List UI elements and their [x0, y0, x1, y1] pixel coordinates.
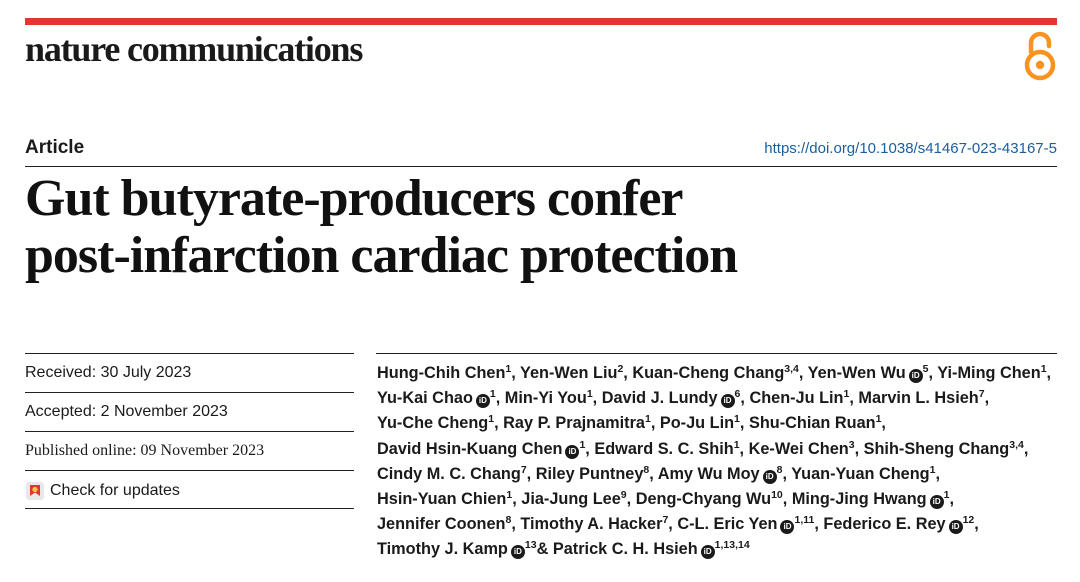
author-name[interactable]: David Hsin-Kuang Chen [377, 439, 563, 458]
affiliation-number: 1 [506, 489, 513, 502]
orcid-icon[interactable]: iD [763, 470, 777, 484]
affiliation-number: 7 [520, 463, 527, 476]
author[interactable] [377, 540, 548, 558]
title-line-2: post-infarction cardiac protection [25, 227, 738, 284]
affiliation-number: 5 [922, 363, 929, 375]
author-separator: , [782, 490, 788, 509]
author-separator: , [649, 464, 654, 483]
affiliation-number: 7 [978, 388, 985, 401]
author-name[interactable]: Deng-Chyang Wu [635, 490, 772, 509]
author-separator: , [849, 389, 854, 408]
author-name[interactable]: Yen-Wen Wu [807, 364, 906, 382]
orcid-icon[interactable]: iD [701, 545, 715, 559]
affiliation-number: 1 [875, 413, 882, 426]
author-separator: , [740, 389, 745, 408]
open-access-icon [1022, 30, 1058, 82]
author-separator: , [511, 364, 516, 382]
author[interactable] [377, 465, 531, 483]
journal-name: nature communications [25, 29, 363, 69]
author[interactable] [791, 465, 940, 483]
affiliation-number: 12 [962, 514, 975, 527]
author-separator: , [626, 490, 632, 509]
author-name[interactable]: Yu-Che Cheng [377, 414, 489, 433]
authors-rule [376, 353, 1057, 354]
author-separator: , [949, 490, 954, 509]
doi-link[interactable]: https://doi.org/10.1038/s41467-023-43167-5 [764, 140, 1057, 157]
affiliation-number: 7 [662, 514, 669, 527]
article-type: Article [25, 137, 85, 158]
author-name[interactable]: Jennifer Coonen [377, 515, 506, 534]
author-name[interactable]: David J. Lundy [601, 389, 718, 408]
author[interactable] [536, 465, 654, 483]
author[interactable] [377, 490, 517, 508]
author[interactable] [632, 364, 803, 382]
affiliation-number: 1 [929, 463, 936, 476]
author[interactable] [858, 389, 989, 407]
author-name[interactable]: Chen-Ju Lin [749, 389, 844, 408]
affiliation-number: 1,13,14 [714, 539, 750, 552]
author-name[interactable]: Ming-Jing Hwang [791, 490, 927, 509]
accepted-date: Accepted: 2 November 2023 [25, 392, 354, 431]
author[interactable] [520, 364, 628, 382]
author-separator: , [974, 515, 979, 534]
affiliation-number: 1 [644, 413, 651, 426]
orcid-icon[interactable]: iD [949, 520, 963, 534]
orcid-icon[interactable]: iD [476, 394, 490, 408]
author[interactable] [521, 490, 631, 508]
author-name[interactable]: Patrick C. H. Hsieh [552, 540, 698, 559]
affiliation-number: 6 [734, 388, 741, 401]
author-separator: , [650, 414, 656, 433]
author-name[interactable]: C-L. Eric Yen [677, 515, 778, 534]
check-updates-row[interactable] [25, 470, 354, 509]
author-name[interactable]: Min-Yi You [504, 389, 587, 408]
affiliation-number: 9 [620, 489, 627, 502]
author-name[interactable]: Hung-Chih Chen [377, 364, 506, 382]
author-name[interactable]: Cindy M. C. Chang [377, 464, 521, 483]
affiliation-number: 1 [505, 363, 512, 375]
affiliation-number: 3,4 [784, 363, 799, 375]
author-name[interactable]: Yu-Kai Chao [377, 389, 473, 408]
affiliation-number: 10 [771, 489, 783, 502]
author-separator: & [536, 540, 549, 559]
author[interactable] [937, 364, 1051, 382]
author-name[interactable]: Ke-Wei Chen [748, 439, 849, 458]
author-name[interactable]: Timothy A. Hacker [520, 515, 663, 534]
author-separator: , [494, 414, 499, 433]
orcid-icon[interactable]: iD [780, 520, 794, 534]
orcid-icon[interactable]: iD [721, 394, 735, 408]
author[interactable] [749, 440, 860, 458]
affiliation-number: 1 [734, 413, 740, 426]
check-for-updates-icon[interactable] [25, 481, 45, 501]
author-name[interactable]: Timothy J. Kamp [377, 540, 508, 559]
author-separator: , [984, 389, 990, 408]
author-list [377, 361, 1067, 563]
author[interactable] [677, 515, 819, 533]
affiliation-number: 1 [1040, 363, 1047, 375]
author-separator: , [881, 414, 886, 433]
affiliation-number: 1 [489, 388, 496, 401]
author[interactable] [377, 440, 590, 458]
author-separator: , [495, 389, 501, 408]
affiliation-number: 3 [848, 438, 855, 451]
author-name[interactable]: Edward S. C. Shih [594, 439, 734, 458]
author-separator: , [623, 364, 628, 382]
author[interactable] [377, 364, 516, 382]
author[interactable] [377, 414, 499, 432]
author-name[interactable]: Ray P. Prajnamitra [503, 414, 645, 433]
author-separator: , [928, 364, 934, 382]
author-name[interactable]: Yi-Ming Chen [937, 364, 1041, 382]
author-name[interactable]: Riley Puntney [535, 464, 644, 483]
author-name[interactable]: Amy Wu Moy [657, 464, 760, 483]
author[interactable] [658, 465, 787, 483]
affiliation-number: 1 [943, 489, 950, 502]
author-separator: , [739, 439, 745, 458]
author[interactable] [594, 440, 744, 458]
author-separator: , [511, 515, 516, 534]
author-separator: , [1046, 364, 1052, 382]
author[interactable] [553, 540, 750, 558]
author-separator: , [798, 364, 804, 382]
affiliation-number: 1 [586, 388, 593, 401]
author-separator: , [526, 464, 532, 483]
author-separator: , [592, 389, 598, 408]
author-separator: , [1023, 439, 1029, 458]
header-rule [25, 166, 1057, 167]
author-name[interactable]: Yen-Wen Liu [520, 364, 618, 382]
affiliation-number: 1 [843, 388, 850, 401]
author-name[interactable]: Hsin-Yuan Chien [377, 490, 507, 509]
author[interactable] [749, 389, 853, 407]
author-separator: , [935, 464, 940, 483]
received-date: Received: 30 July 2023 [25, 353, 354, 392]
author[interactable] [602, 389, 745, 407]
author-name[interactable]: Jia-Jung Lee [521, 490, 621, 509]
orcid-icon[interactable]: iD [565, 445, 579, 459]
orcid-icon[interactable]: iD [511, 545, 525, 559]
orcid-icon[interactable]: iD [909, 369, 923, 383]
author[interactable] [377, 515, 516, 533]
check-updates-label[interactable]: Check for updates [50, 482, 180, 499]
affiliation-number: 1 [579, 438, 586, 451]
author-name[interactable]: Yuan-Yuan Cheng [791, 464, 930, 483]
author-name[interactable]: Po-Ju Lin [659, 414, 735, 433]
affiliation-number: 3,4 [1009, 438, 1024, 451]
author-name[interactable]: Shih-Sheng Chang [863, 439, 1010, 458]
author-name[interactable]: Shu-Chian Ruan [748, 414, 876, 433]
article-title [25, 170, 1025, 284]
author-separator: , [739, 414, 745, 433]
author[interactable] [520, 515, 672, 533]
author-separator: , [854, 439, 860, 458]
affiliation-number: 1,11 [794, 514, 815, 527]
author-separator: , [512, 490, 517, 509]
author-name[interactable]: Kuan-Cheng Chang [632, 364, 785, 382]
author[interactable] [864, 440, 1029, 458]
author[interactable] [505, 389, 597, 407]
affiliation-number: 1 [488, 413, 495, 426]
author[interactable] [377, 389, 500, 407]
affiliation-number: 1 [733, 438, 740, 451]
author-separator: , [585, 439, 590, 458]
author-separator: , [814, 515, 819, 534]
affiliation-number: 13 [524, 539, 537, 552]
brand-bar [25, 18, 1057, 25]
author[interactable] [792, 490, 954, 508]
author[interactable] [749, 414, 886, 432]
author-separator: , [782, 464, 787, 483]
author[interactable] [636, 490, 788, 508]
title-line-1: Gut butyrate-producers confer [25, 170, 683, 227]
author[interactable] [503, 414, 655, 432]
affiliation-number: 8 [505, 514, 512, 527]
orcid-icon[interactable]: iD [930, 495, 944, 509]
author[interactable] [823, 515, 978, 533]
author-name[interactable]: Marvin L. Hsieh [858, 389, 979, 408]
affiliation-number: 8 [643, 463, 650, 476]
author-name[interactable]: Federico E. Rey [823, 515, 946, 534]
published-date: Published online: 09 November 2023 [25, 431, 354, 470]
affiliation-number: 8 [776, 463, 783, 476]
author[interactable] [808, 364, 933, 382]
affiliation-number: 2 [617, 363, 624, 375]
author[interactable] [660, 414, 745, 432]
publication-dates [25, 353, 354, 509]
author-separator: , [668, 515, 673, 534]
